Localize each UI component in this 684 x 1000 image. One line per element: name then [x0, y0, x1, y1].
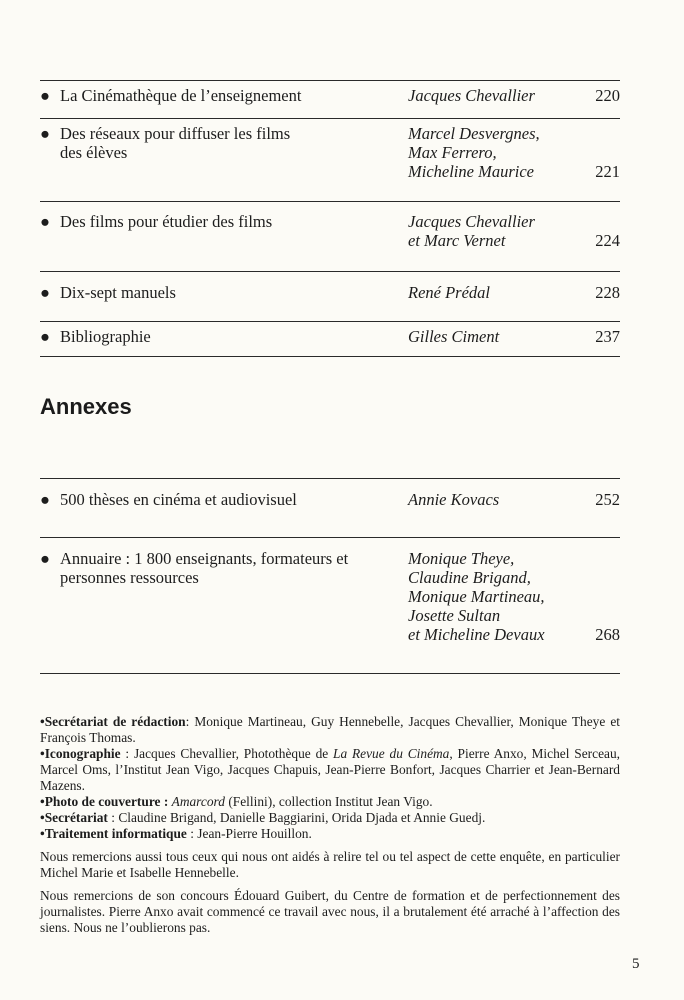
- entry-title: Des films pour étudier des films: [60, 212, 273, 231]
- credit-text: Monique Martineau, Guy Hennebelle, Jacques Chevallier, Monique Theye et François Thomas.: [40, 714, 620, 745]
- bullet-icon: ●: [40, 283, 50, 302]
- section-heading: Annexes: [40, 394, 132, 419]
- bullet-icon: ●: [40, 86, 50, 105]
- entry-title: 500 thèses en cinéma et audiovisuel: [60, 490, 297, 509]
- entry-title: La Cinémathèque de l’enseignement: [60, 86, 302, 105]
- page-number: 5: [632, 956, 640, 972]
- divider: [40, 201, 620, 202]
- entry-page-number: 252: [595, 490, 620, 509]
- entry-page-number: 237: [595, 327, 620, 346]
- credit-text: , Pierre Anxo, Michel Serceau, Marcel Oms, l’Institut Jean Vigo, Jacques Chapuis, Jean-Pierre Bonfort, Jacques Charrier et Jean-Bernard Mazens.: [40, 746, 620, 793]
- divider: [40, 118, 620, 119]
- credit-paragraph: •Secrétariat de rédaction: Monique Martineau, Guy Hennebelle, Jacques Chevallier, Monique Theye et François Thomas.: [40, 714, 620, 745]
- divider: [40, 356, 620, 357]
- divider: [40, 673, 620, 674]
- credit-paragraph: •Traitement informatique : Jean-Pierre Houillon.: [40, 826, 312, 841]
- thanks-paragraph: Nous remercions aussi tous ceux qui nous ont aidés à relire tel ou tel aspect de cette enquête, en particulier Michel Marie et Isabelle Hennebelle.: [40, 849, 620, 880]
- entry-author: Monique Theye, Claudine Brigand, Monique Martineau, Josette Sultan et Micheline Devaux: [408, 549, 545, 644]
- bullet-icon: ●: [40, 549, 50, 568]
- bullet-icon: ●: [40, 490, 50, 509]
- entry-author: Gilles Ciment: [408, 327, 500, 346]
- divider: [40, 537, 620, 538]
- bullet-icon: ●: [40, 327, 50, 346]
- credit-label: •Traitement informatique: [40, 826, 187, 841]
- credit-text: Claudine Brigand, Danielle Baggiarini, Orida Djada et Annie Guedj.: [118, 810, 486, 825]
- entry-author: Marcel Desvergnes, Max Ferrero, Micheline Maurice: [408, 124, 540, 181]
- credit-italic: La Revue du Cinéma: [333, 746, 450, 761]
- credit-paragraph: •Secrétariat : Claudine Brigand, Danielle Baggiarini, Orida Djada et Annie Guedj.: [40, 810, 486, 825]
- thanks-paragraph: Nous remercions de son concours Édouard Guibert, du Centre de formation et de perfectionnement des journalistes. Pierre Anxo avait commencé ce travail avec nous, il a brutalement été arraché à l’affection des siens. Nous ne l’oublierons pas.: [40, 888, 620, 935]
- entry-page-number: 224: [595, 231, 620, 250]
- credit-label: •Photo de couverture :: [40, 794, 169, 809]
- divider: [40, 271, 620, 272]
- entry-title: Annuaire : 1 800 enseignants, formateurs et personnes ressources: [60, 549, 349, 587]
- bullet-icon: ●: [40, 124, 50, 143]
- entry-title: Des réseaux pour diffuser les films des élèves: [60, 124, 291, 162]
- credit-paragraph: [40, 794, 620, 810]
- bullet-icon: ●: [40, 212, 50, 231]
- credits-block: [40, 714, 620, 936]
- entry-page-number: 220: [595, 86, 620, 105]
- credit-label: •Secrétariat de rédaction: [40, 714, 186, 729]
- entry-author: René Prédal: [408, 283, 491, 302]
- entry-author: Jacques Chevallier et Marc Vernet: [408, 212, 535, 250]
- credit-paragraph: •Iconographie : Jacques Chevallier, Photothèque de La Revue du Cinéma, Pierre Anxo, Michel Serceau, Marcel Oms, l’Institut Jean Vigo, Jacques Chapuis, Jean-Pierre Bonfort, Jacques Charrier et Jean-Bernard Mazens.: [40, 746, 620, 793]
- credit-italic: Amarcord: [171, 794, 225, 809]
- entry-title: Dix-sept manuels: [60, 283, 176, 302]
- entry-author: Annie Kovacs: [408, 490, 500, 509]
- entry-page-number: 221: [595, 162, 620, 181]
- entry-page-number: 268: [595, 625, 620, 644]
- entry-page-number: 228: [595, 283, 620, 302]
- entry-title: Bibliographie: [60, 327, 151, 346]
- entry-author: Jacques Chevallier: [408, 86, 535, 105]
- divider: [40, 321, 620, 322]
- credit-label: •Secrétariat: [40, 810, 108, 825]
- credit-text: Jean-Pierre Houillon.: [197, 826, 312, 841]
- divider: [40, 80, 620, 81]
- credit-label: •Iconographie: [40, 746, 121, 761]
- credit-text: (Fellini), collection Institut Jean Vigo.: [228, 794, 433, 809]
- credit-text: Jacques Chevallier, Photothèque de: [133, 746, 329, 761]
- divider: [40, 478, 620, 479]
